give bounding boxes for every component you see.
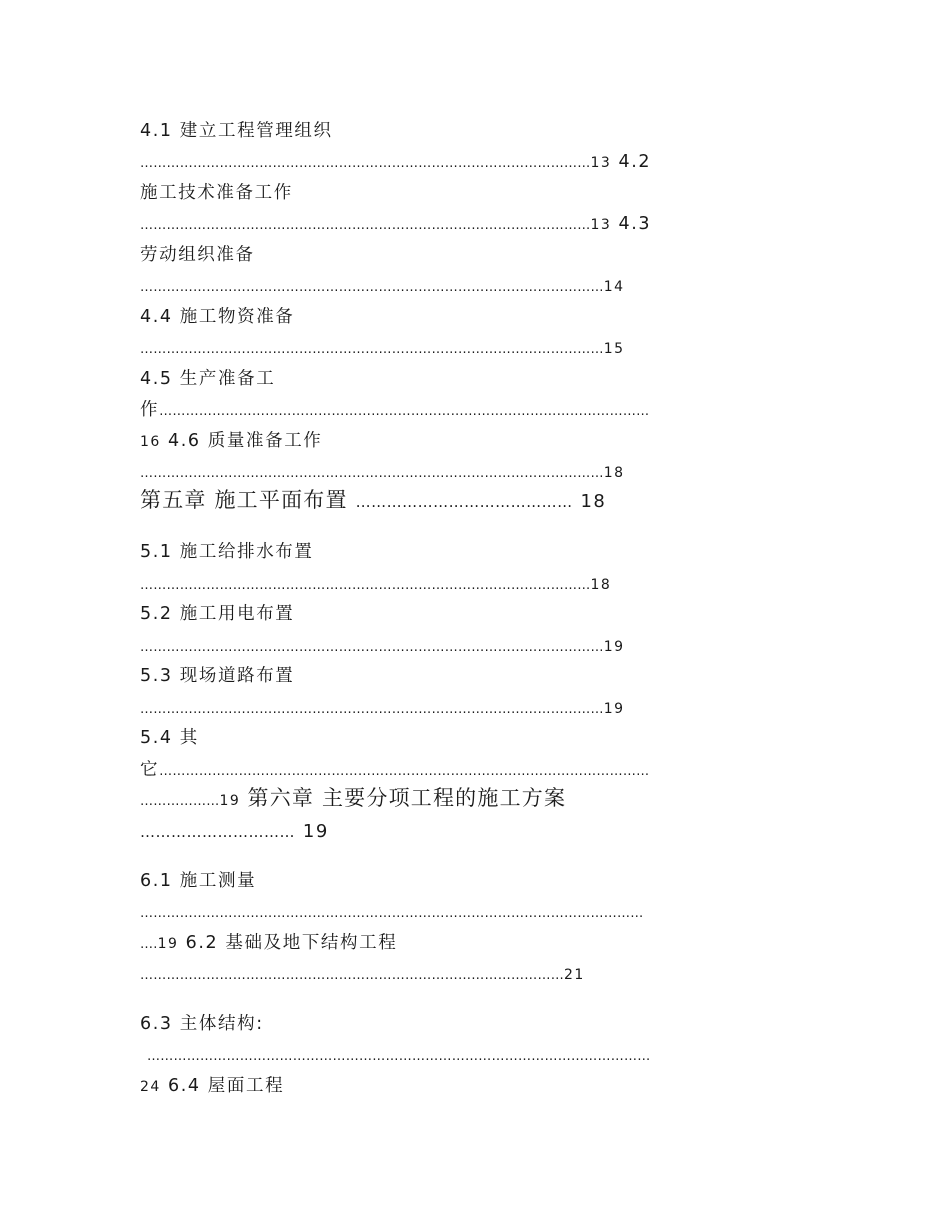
toc-entry-4-4-title bbox=[140, 306, 294, 328]
page-number: 15 bbox=[603, 341, 625, 357]
toc-label-tail: 它 bbox=[140, 760, 160, 780]
dot-leader: ………………………………………………………………………………………… bbox=[140, 218, 591, 233]
page-number: 19 bbox=[157, 936, 179, 952]
dot-leader: …. bbox=[140, 937, 158, 952]
toc-label-next: 6.4 屋面工程 bbox=[168, 1076, 285, 1096]
dot-leader: ……………… bbox=[140, 794, 220, 809]
toc-label: 劳动组织准备 bbox=[140, 245, 255, 265]
toc-entry-4-5-page bbox=[140, 430, 322, 453]
toc-label: 5.3 现场道路布置 bbox=[140, 666, 295, 686]
toc-entry-5-2-title bbox=[140, 603, 294, 625]
page-number: 24 bbox=[140, 1079, 161, 1095]
dot-leader: …………………………………………………………………………………………… bbox=[140, 466, 604, 481]
toc-label-next: 4.3 bbox=[618, 214, 652, 234]
toc-entry-4-5-leader bbox=[140, 399, 649, 423]
toc-entry-4-1-leader bbox=[140, 151, 651, 175]
dot-leader: ………………………………………………………………………………………… bbox=[140, 156, 591, 171]
toc-entry-4-5-title bbox=[140, 368, 275, 390]
toc-label: 5.1 施工给排水布置 bbox=[140, 542, 314, 562]
dot-leader: …………………………………………………………………………………………… bbox=[140, 342, 604, 357]
toc-entry-4-3-leader bbox=[140, 275, 625, 299]
page-number: 13 bbox=[590, 155, 612, 171]
toc-entry-4-4-leader bbox=[140, 337, 625, 361]
dot-leader: …………………………………………………………………………………………………… bbox=[140, 906, 644, 921]
toc-entry-6-3-leader bbox=[147, 1044, 651, 1068]
page-number: 21 bbox=[564, 967, 585, 983]
dot-leader: ………………………… bbox=[140, 823, 295, 841]
toc-label: 4.1 建立工程管理组织 bbox=[140, 121, 333, 141]
page-number: 14 bbox=[603, 279, 625, 295]
dot-leader: …………………………………………………………………………………………… bbox=[140, 280, 604, 295]
toc-entry-4-1-title bbox=[140, 120, 333, 142]
toc-entry-6-2-leader bbox=[140, 963, 585, 987]
toc-entry-6-3-title bbox=[140, 1013, 264, 1035]
toc-entry-6-1-page bbox=[140, 932, 397, 956]
toc-entry-6-1-leader bbox=[140, 901, 644, 925]
page-number: 18 bbox=[603, 465, 625, 481]
page-number: 18 bbox=[580, 491, 607, 512]
chapter-label: 第五章 施工平面布置 bbox=[140, 488, 348, 512]
dot-leader: …………………………………………………………………………………… bbox=[140, 968, 564, 983]
toc-entry-4-2-leader bbox=[140, 213, 651, 237]
toc-label-tail: 作 bbox=[140, 400, 160, 420]
toc-entry-5-2-leader bbox=[140, 635, 625, 659]
toc-entry-5-3-title bbox=[140, 665, 294, 687]
page-number: 19 bbox=[302, 821, 329, 842]
dot-leader: …………………………………………………………………………………………… bbox=[140, 702, 604, 717]
page-number: 13 bbox=[590, 217, 612, 233]
toc-label: 5.2 施工用电布置 bbox=[140, 604, 295, 624]
toc-chapter-6-leader bbox=[140, 819, 329, 843]
page-number: 19 bbox=[603, 639, 625, 655]
page-number: 16 bbox=[140, 434, 161, 450]
toc-entry-5-4-title bbox=[140, 727, 199, 749]
page-number: 18 bbox=[590, 577, 612, 593]
toc-entry-5-4-leader bbox=[140, 759, 649, 783]
toc-label: 6.3 主体结构: bbox=[140, 1014, 264, 1034]
toc-chapter-5 bbox=[140, 489, 606, 513]
toc-entry-5-4-page bbox=[140, 787, 566, 813]
page-number: 19 bbox=[219, 793, 241, 809]
toc-label: 4.4 施工物资准备 bbox=[140, 307, 295, 327]
toc-label-next: 6.2 基础及地下结构工程 bbox=[185, 933, 398, 953]
toc-entry-5-1-title bbox=[140, 541, 314, 563]
toc-entry-6-3-page bbox=[140, 1075, 284, 1098]
toc-label-next: 4.6 质量准备工作 bbox=[168, 431, 323, 451]
toc-entry-4-6-leader bbox=[140, 461, 625, 485]
toc-label: 4.5 生产准备工 bbox=[140, 369, 276, 389]
dot-leader: ………………………………………………………………………………………… bbox=[140, 578, 591, 593]
page-number: 19 bbox=[603, 701, 625, 717]
chapter-label: 第六章 主要分项工程的施工方案 bbox=[247, 786, 567, 810]
toc-label: 6.1 施工测量 bbox=[140, 871, 257, 891]
toc-entry-6-1-title bbox=[140, 870, 256, 892]
toc-entry-5-3-leader bbox=[140, 697, 625, 721]
toc-label-next: 4.2 bbox=[618, 152, 652, 172]
toc-entry-4-2-title bbox=[140, 182, 293, 204]
dot-leader: ………………………………………………………………………………………………… bbox=[159, 764, 650, 779]
dot-leader: …………………………………………………………………………………………………… bbox=[147, 1049, 651, 1064]
dot-leader: …………………………………… bbox=[355, 493, 573, 511]
dot-leader: …………………………………………………………………………………………… bbox=[140, 640, 604, 655]
toc-label: 5.4 其 bbox=[140, 728, 199, 748]
dot-leader: ………………………………………………………………………………………………… bbox=[159, 404, 650, 419]
toc-label: 施工技术准备工作 bbox=[140, 183, 293, 203]
toc-entry-4-3-title bbox=[140, 244, 255, 266]
toc-entry-5-1-leader bbox=[140, 573, 611, 597]
